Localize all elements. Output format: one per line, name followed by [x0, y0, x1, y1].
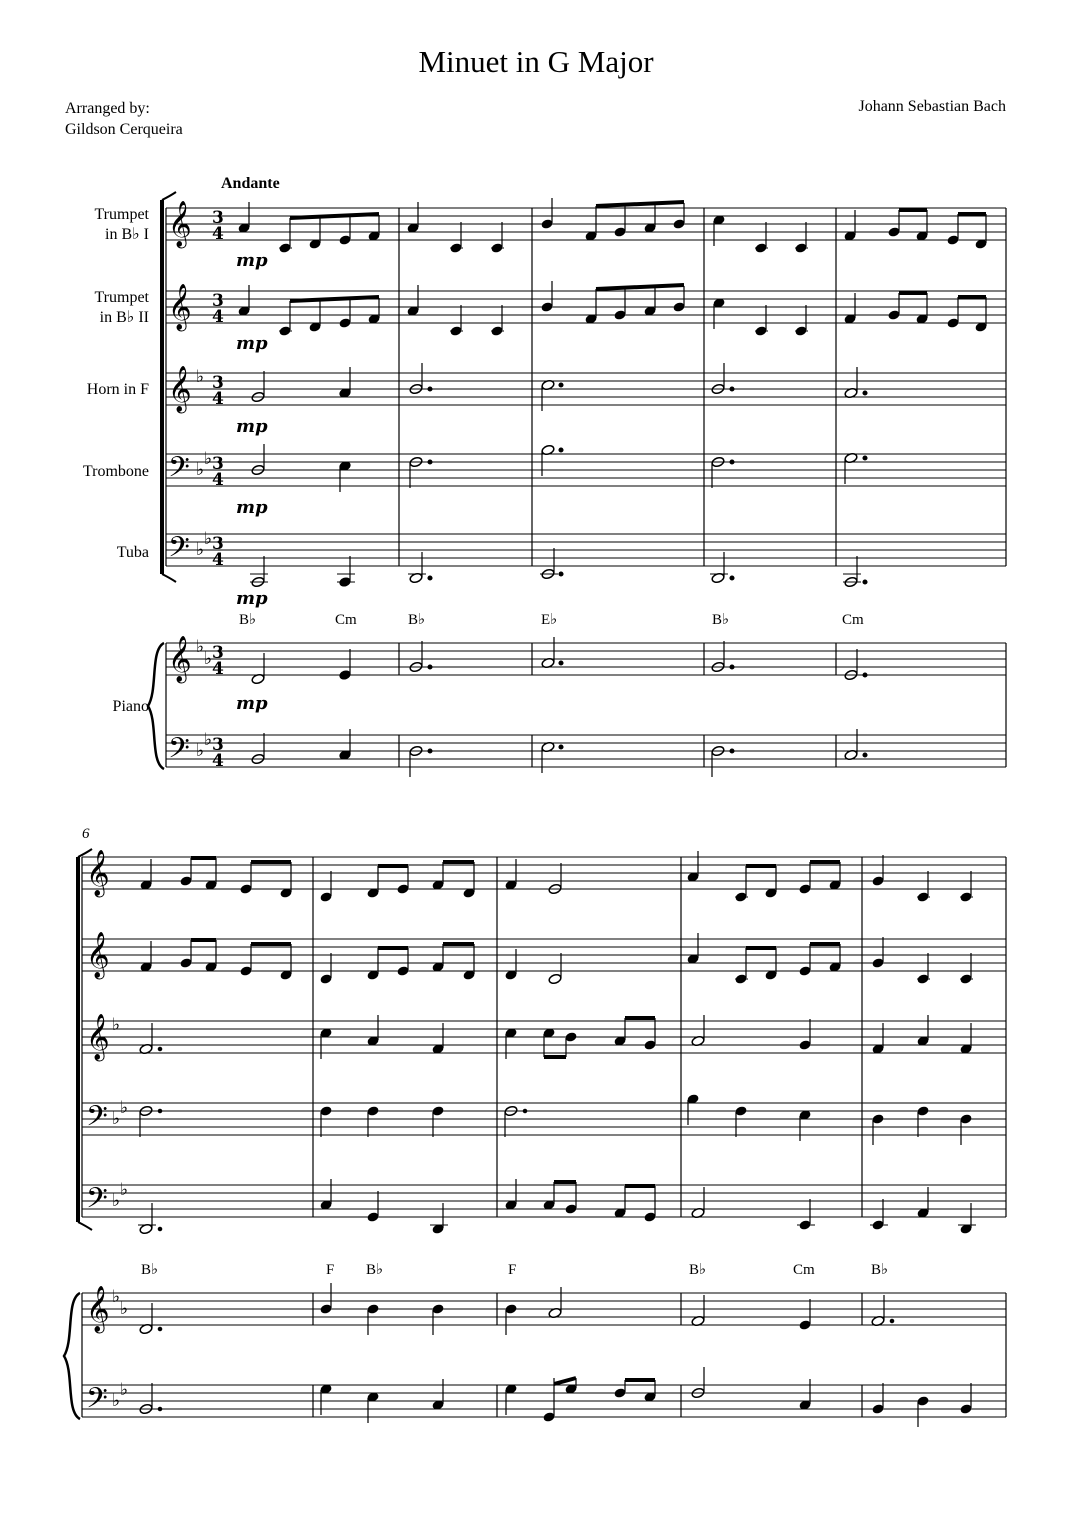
flat-icon: ♭: [112, 1391, 121, 1411]
svg-text:4: 4: [212, 751, 224, 771]
dynamic-mp: mp: [236, 416, 268, 437]
svg-text:3: 3: [212, 735, 224, 755]
treble-clef-icon: 𝄞: [168, 284, 192, 330]
score-title: Minuet in G Major: [418, 44, 654, 79]
bass-clef-icon: 𝄢: [168, 732, 190, 772]
flat-icon: ♭: [196, 460, 205, 480]
svg-text:4: 4: [212, 470, 224, 490]
instrument-label-tuba: Tuba: [116, 544, 149, 561]
treble-clef-icon: 𝄞: [168, 201, 192, 247]
staff-piano-left: [139, 1367, 972, 1427]
svg-text:4: 4: [212, 307, 224, 327]
system-1: [83, 175, 1006, 777]
piano-brace: [64, 1293, 80, 1419]
dynamic-mp: mp: [236, 250, 268, 271]
svg-text:4: 4: [212, 389, 224, 409]
flat-icon: ♭: [112, 1109, 121, 1129]
measure-number: 6: [82, 826, 90, 842]
staff-tuba: [250, 548, 867, 588]
svg-text:4: 4: [212, 224, 224, 244]
treble-clef-icon: 𝄞: [168, 636, 192, 682]
instrument-label-trumpet-2: Trumpet: [94, 289, 149, 306]
dynamics: [236, 250, 268, 714]
barlines: [166, 208, 1006, 767]
svg-text:4: 4: [212, 550, 224, 570]
dynamic-mp: mp: [236, 693, 268, 714]
bass-clef-icon: 𝄢: [86, 1382, 108, 1422]
chord-symbol: B♭: [408, 612, 426, 628]
treble-clef-icon: 𝄞: [168, 366, 192, 412]
chord-symbol: B♭: [689, 1262, 707, 1278]
dynamic-mp: mp: [236, 588, 268, 609]
instrument-label-trumpet-1-line2: in B♭ I: [105, 226, 149, 243]
piano-brace: [148, 643, 164, 769]
staff-trumpet-2: [140, 933, 973, 985]
bass-clef-icon: 𝄢: [168, 451, 190, 491]
flat-icon: ♭: [120, 1380, 129, 1400]
staff-piano-left: [251, 729, 867, 777]
flat-icon: ♭: [196, 540, 205, 560]
svg-text:3: 3: [212, 643, 224, 663]
arranger-label: Arranged by:: [65, 100, 150, 117]
flat-icon: ♭: [204, 529, 213, 549]
chord-symbol: B♭: [712, 612, 730, 628]
dynamic-mp: mp: [236, 333, 268, 354]
chord-symbol: B♭: [366, 1262, 384, 1278]
chord-symbol: B♭: [239, 612, 257, 628]
chord-symbol: Cm: [842, 612, 864, 628]
chord-symbols: [141, 1262, 888, 1278]
svg-text:4: 4: [212, 659, 224, 679]
clefs: [168, 201, 192, 772]
staff-trombone: [251, 444, 867, 492]
staff-lines: [166, 208, 1006, 767]
notes-system-1: [238, 198, 987, 777]
chord-symbol: Cm: [793, 1262, 815, 1278]
tempo-marking: Andante: [221, 175, 280, 192]
flat-icon: ♭: [204, 730, 213, 750]
flat-icon: ♭: [112, 1015, 121, 1035]
flat-icon: ♭: [204, 449, 213, 469]
svg-text:3: 3: [212, 534, 224, 554]
treble-clef-icon: 𝄞: [86, 850, 110, 896]
notes-system-2: [138, 851, 976, 1427]
staff-trumpet-1: [238, 198, 987, 253]
instrument-label-horn: Horn in F: [86, 381, 149, 398]
treble-clef-icon: 𝄞: [86, 932, 110, 978]
chord-symbol: B♭: [141, 1262, 159, 1278]
flat-icon: ♭: [196, 637, 205, 657]
dynamic-mp: mp: [236, 497, 268, 518]
staff-trumpet-2: [238, 281, 987, 336]
flat-icon: ♭: [120, 1180, 129, 1200]
chord-symbol: B♭: [871, 1262, 889, 1278]
flat-icon: ♭: [120, 1299, 129, 1319]
staff-piano-right: [251, 637, 867, 685]
flat-icon: ♭: [112, 1287, 121, 1307]
flat-icon: ♭: [196, 367, 205, 387]
key-signatures: [112, 1015, 128, 1411]
clefs: [86, 850, 110, 1422]
staff-tuba: [138, 1179, 976, 1235]
bass-clef-icon: 𝄢: [86, 1100, 108, 1140]
flat-icon: ♭: [112, 1191, 121, 1211]
flat-icon: ♭: [120, 1098, 129, 1118]
chord-symbols: [239, 612, 864, 628]
flat-icon: ♭: [196, 741, 205, 761]
chord-symbol: F: [326, 1262, 335, 1278]
treble-clef-icon: 𝄞: [86, 1286, 110, 1332]
bass-clef-icon: 𝄢: [86, 1182, 108, 1222]
treble-clef-icon: 𝄞: [86, 1014, 110, 1060]
key-signatures: [196, 367, 212, 761]
instrument-label-trombone: Trombone: [82, 463, 149, 480]
instrument-label-piano: Piano: [112, 698, 149, 715]
bass-clef-icon: 𝄢: [168, 531, 190, 571]
time-signatures: [212, 208, 224, 771]
flat-icon: ♭: [204, 649, 213, 669]
svg-text:3: 3: [212, 208, 224, 228]
instrument-label-trumpet-2-line2: in B♭ II: [99, 309, 149, 326]
composer-credit: Johann Sebastian Bach: [858, 98, 1006, 115]
chord-symbol: E♭: [541, 612, 558, 628]
staff-horn: [251, 363, 867, 411]
staff-trumpet-1: [140, 851, 973, 902]
instrument-label-trumpet-1: Trumpet: [94, 206, 149, 223]
barlines: [82, 857, 1006, 1417]
chord-symbol: Cm: [335, 612, 357, 628]
svg-text:3: 3: [212, 373, 224, 393]
arranger-name: Gildson Cerqueira: [65, 121, 183, 138]
svg-text:3: 3: [212, 291, 224, 311]
staff-lines: [82, 857, 1006, 1417]
chord-symbol: F: [508, 1262, 517, 1278]
svg-text:3: 3: [212, 454, 224, 474]
system-2: [64, 826, 1006, 1427]
